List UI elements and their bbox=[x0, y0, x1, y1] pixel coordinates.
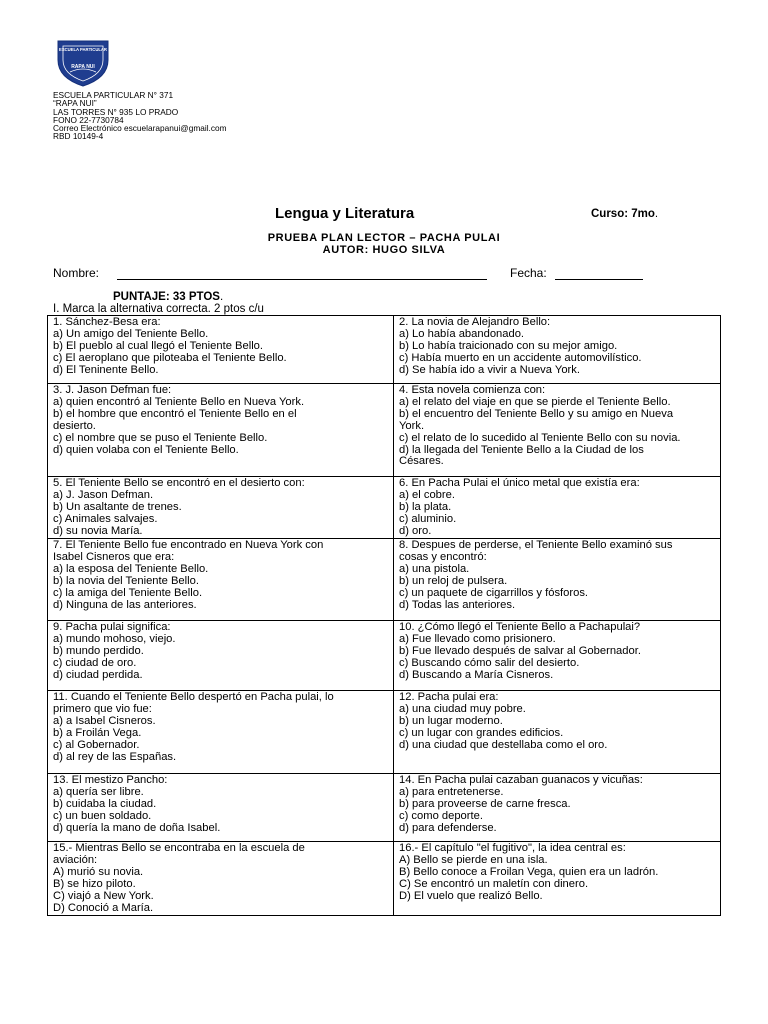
option-text[interactable]: c) el nombre que se puso el Teniente Bello. bbox=[53, 431, 268, 444]
option-text[interactable]: a) quien encontró al Teniente Bello en Nueva York. bbox=[53, 395, 305, 408]
question-cell bbox=[48, 539, 394, 621]
option-text[interactable]: a) mundo mohoso, viejo. bbox=[53, 632, 176, 645]
question-row bbox=[48, 316, 721, 384]
option-text[interactable]: D) Conoció a María. bbox=[53, 901, 154, 914]
question-text: 10. ¿Cómo llegó el Teniente Bello a Pachapulai? bbox=[399, 621, 641, 633]
question-cell bbox=[394, 691, 721, 774]
option-text[interactable]: b) cuidaba la ciudad. bbox=[53, 797, 157, 810]
option-text[interactable]: B) se hizo piloto. bbox=[53, 877, 136, 890]
question-row bbox=[48, 384, 721, 477]
option-text[interactable]: b) el hombre que encontró el Teniente Bello en el bbox=[53, 407, 297, 420]
question-text: 13. El mestizo Pancho: bbox=[53, 774, 168, 786]
option-text[interactable]: A) Bello se pierde en una isla. bbox=[399, 853, 548, 866]
option-text[interactable]: d) Buscando a María Cisneros. bbox=[399, 668, 554, 681]
option-text[interactable]: b) mundo perdido. bbox=[53, 644, 144, 657]
option-text[interactable]: c) el relato de lo sucedido al Teniente Bello con su novia. bbox=[399, 431, 681, 444]
question-text: 15.- Mientras Bello se encontraba en la escuela de bbox=[53, 842, 305, 854]
school-rbd: RBD 10149-4 bbox=[53, 131, 104, 142]
option-text[interactable]: a) Un amigo del Teniente Bello. bbox=[53, 327, 209, 340]
question-row bbox=[48, 691, 721, 774]
question-text: 9. Pacha pulai significa: bbox=[53, 621, 171, 633]
question-cell bbox=[394, 842, 721, 916]
option-text[interactable]: d) la llegada del Teniente Bello a la Ciudad de los bbox=[399, 443, 644, 456]
instructions: I. Marca la alternativa correcta. 2 ptos c/u bbox=[53, 303, 264, 315]
option-text[interactable]: c) Había muerto en un accidente automovilístico. bbox=[399, 351, 642, 364]
option-text[interactable]: d) una ciudad que destellaba como el oro. bbox=[399, 738, 608, 751]
option-text[interactable]: c) un buen soldado. bbox=[53, 809, 152, 822]
option-text[interactable]: c) un lugar con grandes edificios. bbox=[399, 726, 564, 739]
option-text[interactable]: d) quien volaba con el Teniente Bello. bbox=[53, 443, 239, 456]
date-field[interactable] bbox=[555, 279, 643, 280]
option-text[interactable]: d) al rey de las Españas. bbox=[53, 750, 177, 763]
option-text[interactable]: b) el encuentro del Teniente Bello y su amigo en Nueva bbox=[399, 407, 674, 420]
question-text: 14. En Pacha pulai cazaban guanacos y vicuñas: bbox=[399, 774, 643, 786]
option-text[interactable]: cosas y encontró: bbox=[399, 550, 487, 563]
option-text[interactable]: York. bbox=[399, 419, 425, 432]
question-cell bbox=[48, 691, 394, 774]
option-text[interactable]: B) Bello conoce a Froilan Vega, quien era un ladrón. bbox=[399, 865, 659, 878]
option-text[interactable]: a) el relato del viaje en que se pierde el Teniente Bello. bbox=[399, 395, 671, 408]
option-text[interactable]: d) El Teninente Bello. bbox=[53, 363, 159, 376]
option-text[interactable]: desierto. bbox=[53, 419, 96, 432]
question-text: 6. En Pacha Pulai el único metal que existía era: bbox=[399, 477, 640, 489]
option-text[interactable]: Césares. bbox=[399, 455, 444, 468]
author-subtitle: AUTOR: HUGO SILVA bbox=[322, 244, 446, 256]
school-address: LAS TORRES N° 935 LO PRADO bbox=[53, 106, 179, 117]
option-text[interactable]: c) la amiga del Teniente Bello. bbox=[53, 586, 203, 599]
title-row bbox=[0, 205, 768, 225]
option-text[interactable]: aviación: bbox=[53, 853, 98, 866]
option-text[interactable]: b) El pueblo al cual llegó el Teniente Bello. bbox=[53, 339, 264, 352]
question-cell bbox=[48, 842, 394, 916]
option-text[interactable]: a) la esposa del Teniente Bello. bbox=[53, 562, 209, 575]
question-cell bbox=[48, 477, 394, 539]
option-text[interactable]: C) viajó a New York. bbox=[53, 889, 154, 902]
question-cell bbox=[394, 316, 721, 384]
option-text[interactable]: d) Se había ido a vivir a Nueva York. bbox=[399, 363, 580, 376]
option-text[interactable]: D) El vuelo que realizó Bello. bbox=[399, 889, 543, 902]
svg-text:RAPA NUI: RAPA NUI bbox=[71, 64, 95, 70]
school-name: ESCUELA PARTICULAR N° 371 bbox=[53, 90, 174, 100]
option-text[interactable]: d) Ninguna de las anteriores. bbox=[53, 598, 197, 611]
question-text: 7. El Teniente Bello fue encontrado en Nueva York con bbox=[53, 539, 324, 551]
option-text[interactable]: c) aluminio. bbox=[399, 512, 457, 525]
date-label: Fecha: bbox=[510, 266, 547, 280]
question-row bbox=[48, 842, 721, 916]
option-text[interactable]: b) la plata. bbox=[399, 500, 452, 513]
question-text: 3. J. Jason Defman fue: bbox=[53, 384, 172, 396]
questions-table bbox=[47, 315, 721, 916]
option-text[interactable]: c) ciudad de oro. bbox=[53, 656, 137, 669]
option-text[interactable]: d) oro. bbox=[399, 524, 432, 537]
school-info bbox=[53, 91, 227, 141]
question-cell bbox=[394, 774, 721, 842]
school-logo bbox=[54, 38, 112, 88]
school-nickname: “RAPA NUI” bbox=[53, 98, 97, 109]
question-cell bbox=[394, 539, 721, 621]
option-text[interactable]: c) Animales salvajes. bbox=[53, 512, 158, 525]
page-title: Lengua y Literatura bbox=[275, 205, 415, 222]
svg-text:ESCUELA PARTICULAR: ESCUELA PARTICULAR bbox=[59, 47, 107, 52]
option-text[interactable]: a) para entretenerse. bbox=[399, 785, 504, 798]
option-text[interactable]: b) Fue llevado después de salvar al Gobernador. bbox=[399, 644, 641, 657]
option-text[interactable]: c) un paquete de cigarrillos y fósforos. bbox=[399, 586, 589, 599]
option-text[interactable]: b) la novia del Teniente Bello. bbox=[53, 574, 199, 587]
course-label: Curso: 7mo. bbox=[591, 208, 659, 220]
question-text: 11. Cuando el Teniente Bello despertó en Pacha pulai, lo bbox=[53, 691, 334, 703]
question-text: 8. Despues de perderse, el Teniente Bello examinó sus bbox=[399, 539, 673, 551]
question-row bbox=[48, 539, 721, 621]
school-email: Correo Electrónico escuelarapanui@gmail.com bbox=[53, 123, 227, 134]
option-text[interactable]: a) el cobre. bbox=[399, 488, 455, 501]
question-cell bbox=[48, 384, 394, 477]
option-text[interactable]: c) como deporte. bbox=[399, 809, 483, 822]
score-label: PUNTAJE: 33 PTOS. bbox=[113, 291, 224, 303]
question-cell bbox=[48, 774, 394, 842]
option-text[interactable]: b) un reloj de pulsera. bbox=[399, 574, 508, 587]
option-text[interactable]: a) Fue llevado como prisionero. bbox=[399, 632, 556, 645]
option-text[interactable]: a) una ciudad muy pobre. bbox=[399, 702, 526, 715]
option-text[interactable]: c) Buscando cómo salir del desierto. bbox=[399, 656, 580, 669]
question-text: 4. Esta novela comienza con: bbox=[399, 384, 546, 396]
question-cell bbox=[394, 384, 721, 477]
option-text[interactable]: b) para proveerse de carne fresca. bbox=[399, 797, 571, 810]
question-row bbox=[48, 477, 721, 539]
option-text[interactable]: a) quería ser libre. bbox=[53, 785, 144, 798]
question-text: 16.- El capítulo "el fugitivo", la idea central es: bbox=[399, 842, 626, 854]
question-cell bbox=[394, 477, 721, 539]
option-text[interactable]: A) murió su novia. bbox=[53, 865, 144, 878]
question-text: 1. Sánchez-Besa era: bbox=[53, 316, 161, 328]
option-text[interactable]: a) a Isabel Cisneros. bbox=[53, 714, 156, 727]
option-text[interactable]: d) su novia María. bbox=[53, 524, 143, 537]
question-row bbox=[48, 774, 721, 842]
option-text[interactable]: a) Lo había abandonado. bbox=[399, 327, 525, 340]
option-text[interactable]: b) un lugar moderno. bbox=[399, 714, 503, 727]
option-text[interactable]: d) Todas las anteriores. bbox=[399, 598, 516, 611]
option-text[interactable]: a) J. Jason Defman. bbox=[53, 488, 154, 501]
option-text[interactable]: b) Un asaltante de trenes. bbox=[53, 500, 182, 513]
option-text[interactable]: a) una pistola. bbox=[399, 562, 470, 575]
option-text[interactable]: C) Se encontró un maletín con dinero. bbox=[399, 877, 589, 890]
test-subtitle: PRUEBA PLAN LECTOR – PACHA PULAI bbox=[267, 232, 501, 244]
question-text: 5. El Teniente Bello se encontró en el desierto con: bbox=[53, 477, 305, 489]
option-text[interactable]: d) ciudad perdida. bbox=[53, 668, 143, 681]
name-label: Nombre: bbox=[53, 266, 100, 280]
question-text: 2. La novia de Alejandro Bello: bbox=[399, 316, 551, 328]
option-text[interactable]: b) Lo había traicionado con su mejor amigo. bbox=[399, 339, 618, 352]
school-phone: FONO 22-7730784 bbox=[53, 114, 124, 125]
option-text[interactable]: d) quería la mano de doña Isabel. bbox=[53, 821, 221, 834]
option-text[interactable]: Isabel Cisneros que era: bbox=[53, 550, 175, 563]
option-text[interactable]: d) para defenderse. bbox=[399, 821, 497, 834]
option-text[interactable]: c) al Gobernador. bbox=[53, 738, 140, 751]
question-cell bbox=[394, 621, 721, 691]
option-text[interactable]: c) El aeroplano que piloteaba el Teniente Bello. bbox=[53, 351, 287, 364]
option-text[interactable]: primero que vio fue: bbox=[53, 702, 152, 715]
option-text[interactable]: b) a Froilán Vega. bbox=[53, 726, 142, 739]
name-field[interactable] bbox=[117, 279, 487, 280]
question-text: 12. Pacha pulai era: bbox=[399, 691, 499, 703]
question-row bbox=[48, 621, 721, 691]
question-cell bbox=[48, 316, 394, 384]
question-cell bbox=[48, 621, 394, 691]
